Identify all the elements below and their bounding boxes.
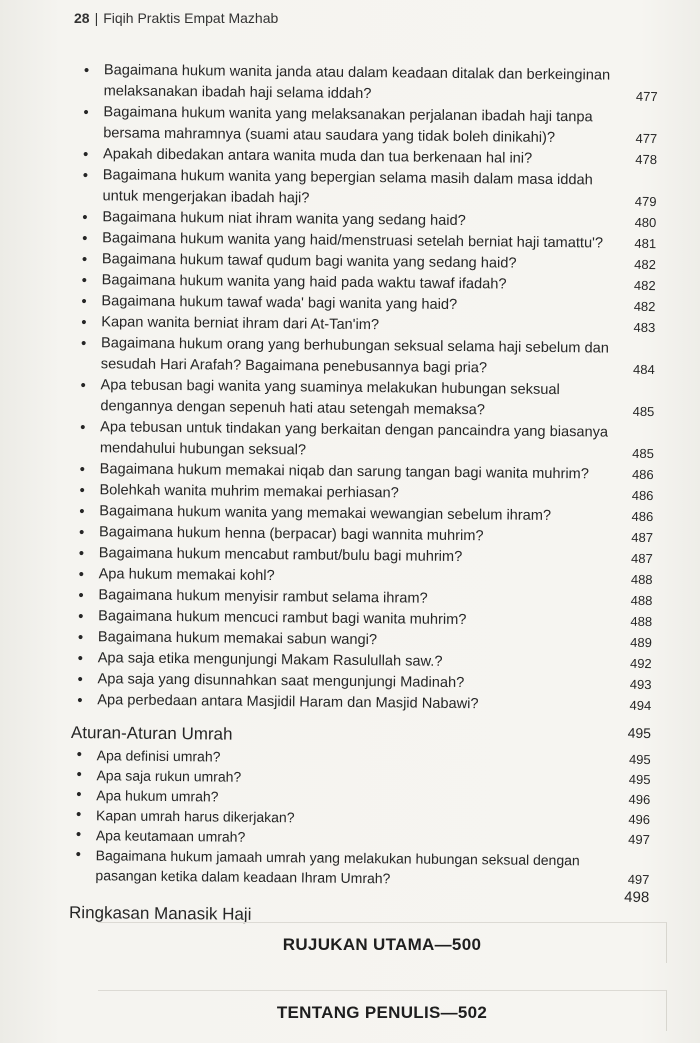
running-header xyxy=(74,10,278,26)
ringkasan-page: 498 xyxy=(624,888,650,907)
rujukan-heading: RUJUKAN UTAMA—500 xyxy=(282,935,482,954)
toc-item-page: 485 xyxy=(632,445,654,462)
toc-item-page: 495 xyxy=(628,751,651,768)
toc-item-page: 484 xyxy=(633,361,655,378)
toc-item-text: Kapan umrah harus dikerjakan? xyxy=(96,807,295,826)
bullet-icon: • xyxy=(78,587,84,605)
toc-item-text: Bagaimana hukum wanita yang haid pada waktu tawaf ifadah? xyxy=(101,272,507,293)
toc-item-page: 488 xyxy=(630,571,653,588)
bullet-icon: • xyxy=(77,671,83,689)
umrah-items xyxy=(69,745,650,891)
toc-item-text: Bagaimana hukum mencuci rambut bagi wanita muhrim? xyxy=(98,608,467,629)
toc-item-page: 482 xyxy=(634,256,656,273)
toc-item xyxy=(74,375,654,423)
toc-items xyxy=(71,60,658,717)
bullet-icon: • xyxy=(81,272,88,290)
bullet-icon: • xyxy=(77,629,84,647)
toc-item-page: 488 xyxy=(630,592,653,609)
table-of-contents xyxy=(69,60,658,929)
toc-item-page: 492 xyxy=(629,655,652,672)
bullet-icon: • xyxy=(80,419,86,437)
toc-item-text: Bagaimana hukum wanita yang haid/menstruasi setelah berniat haji tamattu'? xyxy=(102,230,604,252)
toc-item-page: 481 xyxy=(634,235,657,252)
toc-item-page: 487 xyxy=(631,550,653,567)
toc-item-text: Apa tebusan bagi wanita yang suaminya melakukan hubungan seksual dengannya dengan sepenuh hati atau setengah memaksa? xyxy=(100,377,560,419)
bullet-icon: • xyxy=(79,503,85,521)
bullet-icon: • xyxy=(79,461,86,479)
bullet-icon: • xyxy=(76,746,83,764)
toc-item-page: 478 xyxy=(635,151,658,168)
bullet-icon: • xyxy=(81,251,88,269)
toc-item-text: Apa keutamaan umrah? xyxy=(95,827,246,845)
toc-item xyxy=(76,165,656,213)
toc-item-text: Bagaimana hukum mencabut rambut/bulu bagi muhrim? xyxy=(98,545,463,566)
toc-item-page: 496 xyxy=(628,811,651,828)
toc-item-page: 485 xyxy=(632,403,655,420)
toc-item-text: Bagaimana hukum niat ihram wanita yang sedang haid? xyxy=(102,209,466,230)
bullet-icon: • xyxy=(82,230,88,248)
toc-item-text: Bagaimana hukum wanita yang memakai wewangian sebelum ihram? xyxy=(99,503,552,524)
toc-item-text: Bagaimana hukum tawaf wada' bagi wanita yang haid? xyxy=(101,293,458,313)
bullet-icon: • xyxy=(78,608,84,626)
toc-item-text: Apa saja yang disunnahkan saat mengunjungi Madinah? xyxy=(97,671,465,692)
toc-item-page: 483 xyxy=(633,319,656,336)
toc-item-page: 479 xyxy=(634,193,657,210)
umrah-heading-page: 495 xyxy=(627,724,652,742)
bullet-icon: • xyxy=(76,786,82,804)
bullet-icon: • xyxy=(78,524,85,542)
toc-item-text: Apa tebusan untuk tindakan yang berkaitan dengan pancaindra yang biasanya mendahului hubungan seksual? xyxy=(99,419,609,459)
page-number: 28 xyxy=(74,10,90,26)
bullet-icon: • xyxy=(77,650,84,668)
toc-item-text: Bagaimana hukum tawaf qudum bagi wanita yang sedang haid? xyxy=(101,251,517,272)
toc-item-text: Bagaimana hukum menyisir rambut selama ihram? xyxy=(98,587,428,607)
penulis-box xyxy=(98,990,667,1031)
bullet-icon: • xyxy=(82,167,89,185)
bullet-icon: • xyxy=(78,566,84,584)
book-title: Fiqih Praktis Empat Mazhab xyxy=(103,10,279,26)
toc-item-page: 493 xyxy=(629,676,652,693)
toc-item-text: Kapan wanita berniat ihram dari At-Tan'im? xyxy=(101,314,380,334)
toc-item-text: Apa hukum memakai kohl? xyxy=(98,566,275,585)
toc-item-text: Bolehkah wanita muhrim memakai perhiasan? xyxy=(99,482,399,502)
toc-item-text: Apa definisi umrah? xyxy=(96,747,221,765)
toc-item-page: 489 xyxy=(630,634,653,651)
bullet-icon: • xyxy=(81,293,87,311)
toc-item-text: Bagaimana hukum memakai niqab dan sarung tangan bagi wanita muhrim? xyxy=(99,461,589,483)
toc-item-text: Bagaimana hukum orang yang berhubungan seksual selama haji sebelum dan sesudah Hari Arafah? Bagaimana penebusannya bagi pria? xyxy=(100,335,609,377)
toc-item-text: Apa saja etika mengunjungi Makam Rasulullah saw.? xyxy=(97,650,443,670)
bullet-icon: • xyxy=(78,545,85,563)
bullet-icon: • xyxy=(82,146,89,164)
ringkasan-text: Ringkasan Manasik Haji xyxy=(68,902,252,924)
toc-item-page: 477 xyxy=(635,88,658,105)
toc-item-page: 496 xyxy=(628,791,651,808)
bullet-icon: • xyxy=(75,846,82,864)
toc-item-page: 494 xyxy=(629,697,652,714)
header-separator: | xyxy=(94,10,99,26)
toc-item xyxy=(69,845,649,891)
bullet-icon: • xyxy=(76,806,82,824)
toc-item-text: Apakah dibedakan antara wanita muda dan tua berkenaan hal ini? xyxy=(102,146,533,167)
toc-item-page: 488 xyxy=(630,613,653,630)
toc-item xyxy=(77,102,657,150)
toc-item-page: 497 xyxy=(628,831,650,848)
toc-item-text: Bagaimana hukum memakai sabun wangi? xyxy=(97,629,378,649)
bullet-icon: • xyxy=(75,826,82,844)
penulis-heading: TENTANG PENULIS—502 xyxy=(276,1003,488,1022)
toc-item-page: 486 xyxy=(631,508,654,525)
toc-item-page: 497 xyxy=(627,871,650,888)
bullet-icon: • xyxy=(83,104,89,122)
toc-item xyxy=(75,333,655,381)
umrah-heading-text: Aturan-Aturan Umrah xyxy=(70,722,233,744)
toc-item-page: 486 xyxy=(631,466,654,483)
toc-item-text: Apa saja rukun umrah? xyxy=(96,767,242,785)
toc-item-text: Bagaimana hukum wanita yang melaksanakan perjalanan ibadah haji tanpa bersama mahramnya (suami atau saudara yang tidak boleh dinikahi)? xyxy=(103,104,593,146)
bullet-icon: • xyxy=(80,335,87,353)
toc-item-page: 482 xyxy=(633,277,656,294)
toc-item xyxy=(78,60,658,108)
rujukan-box xyxy=(98,922,667,963)
toc-item-page: 477 xyxy=(635,130,658,147)
toc-item-text: Apa hukum umrah? xyxy=(96,787,219,805)
bullet-icon: • xyxy=(82,209,88,227)
toc-item-page: 480 xyxy=(634,214,657,231)
toc-item-text: Bagaimana hukum henna (berpacar) bagi wannita muhrim? xyxy=(98,524,484,545)
bullet-icon: • xyxy=(79,482,85,500)
toc-item-text: Apa perbedaan antara Masjidil Haram dan Masjid Nabawi? xyxy=(97,692,479,713)
toc-item-page: 486 xyxy=(631,487,654,504)
toc-item-page: 482 xyxy=(633,298,656,315)
bullet-icon: • xyxy=(77,692,83,710)
bullet-icon: • xyxy=(81,314,87,332)
toc-item-text: Bagaimana hukum wanita yang bepergian selama masih dalam masa iddah untuk mengerjakan ibadah haji? xyxy=(102,167,593,207)
bullet-icon: • xyxy=(76,766,82,784)
toc-item-page: 495 xyxy=(628,771,651,788)
toc-item-text: Bagaimana hukum jamaah umrah yang melakukan hubungan seksual dengan pasangan ketika dalam keadaan Ihram Umrah? xyxy=(95,847,580,887)
bullet-icon: • xyxy=(80,377,86,395)
toc-item-page: 487 xyxy=(631,529,654,546)
toc-item-text: Bagaimana hukum wanita janda atau dalam keadaan ditalak dan berkeinginan melaksanakan ibadah haji selama iddah? xyxy=(103,62,611,103)
bullet-icon: • xyxy=(83,62,90,80)
toc-item xyxy=(74,417,654,465)
